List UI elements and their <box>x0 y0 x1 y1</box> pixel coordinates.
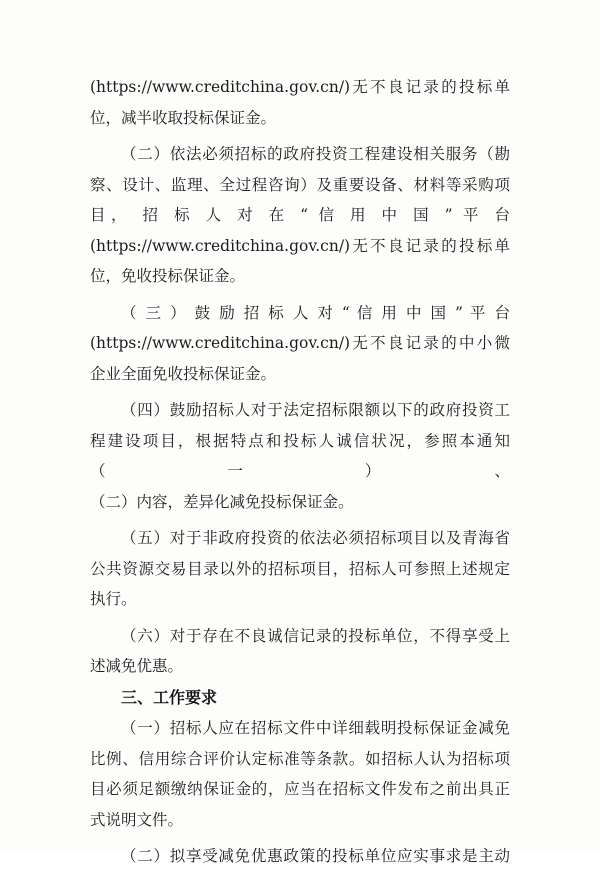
text-line: 执行。 <box>90 590 137 608</box>
text-line: （五）对于非政府投资的依法必须招标项目以及青海省 <box>121 529 510 547</box>
text-line: （四）鼓励招标人对于法定招标限额以下的政府投资工 <box>121 401 510 419</box>
paragraph-7 <box>90 713 510 835</box>
text-line: （二）拟享受减免优惠政策的投标单位应实事求是主动 <box>121 847 510 865</box>
text-line: 目必须足额缴纳保证金的，应当在招标文件发布之前出具正 <box>90 780 510 798</box>
text-line: 察、设计、监理、全过程咨询）及重要设备、材料等采购项 <box>90 175 510 194</box>
text-line: 公共资源交易目录以外的招标项目，招标人可参照上述规定 <box>90 559 510 578</box>
text-line: 位，免收投标保证金。 <box>90 267 246 285</box>
paragraph-4 <box>90 395 510 517</box>
text-line: 述减免优惠。 <box>90 657 184 675</box>
document-body <box>90 72 510 872</box>
text-line: (https://www.creditchina.gov.cn/)无不良记录的中小微 <box>90 334 510 352</box>
text-line: 位，减半收取投标保证金。 <box>90 108 277 127</box>
section-heading: 三、工作要求 <box>121 687 218 707</box>
paragraph-6 <box>90 621 510 682</box>
paragraph-2 <box>90 139 510 292</box>
text-line: (https://www.creditchina.gov.cn/)无不良记录的投标单 <box>90 236 510 255</box>
paragraph-5 <box>90 523 510 615</box>
text-line: （ 三 ） 鼓 励 招 标 人 对 “ 信 用 中 国 ” 平 台 <box>121 303 510 322</box>
text-line: （二）依法必须招标的政府投资工程建设相关服务（勘 <box>121 145 510 163</box>
paragraph-3 <box>90 298 510 390</box>
paragraph-8 <box>90 841 510 872</box>
text-line: 目， 招 标 人 对 在 “ 信 用 中 国 ” 平 台 <box>90 206 510 224</box>
text-line: (https://www.creditchina.gov.cn/)无不良记录的投标单 <box>90 78 510 96</box>
text-line: 企业全面免收投标保证金。 <box>90 364 277 383</box>
text-line: 程建设项目，根据特点和投标人诚信状况，参照本通知（一）、 <box>90 431 510 480</box>
paragraph-1 <box>90 72 510 133</box>
text-line: （六）对于存在不良诚信记录的投标单位，不得享受上 <box>121 626 510 645</box>
text-line: （一）招标人应在招标文件中详细载明投标保证金减免 <box>121 719 510 737</box>
text-line: 比例、信用综合评价认定标准等条款。如招标人认为招标项 <box>90 749 510 768</box>
text-line: （二）内容，差异化减免投标保证金。 <box>90 492 354 511</box>
text-line: 式说明文件。 <box>90 810 184 829</box>
